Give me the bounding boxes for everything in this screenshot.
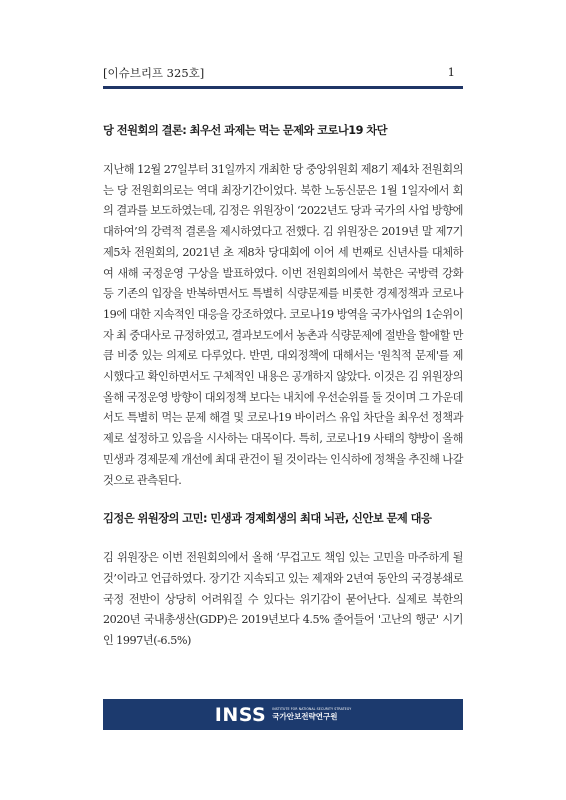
page-number: 1 bbox=[447, 65, 455, 79]
inss-logo bbox=[215, 704, 352, 726]
inss-logo-english: INSTITUTE FOR NATIONAL SECURITY STRATEGY bbox=[272, 707, 352, 712]
inss-logo-text: INSS bbox=[214, 703, 267, 726]
header-rule bbox=[103, 86, 463, 89]
section-body-2: 김 위원장은 이번 전원회의에서 올해 ‘무겁고도 책임 있는 고민을 마주하게 될 것’이라고 언급하였다. 장기간 지속되고 있는 제재와 2년여 동안의 국경봉쇄로 국정 전반이 상당히 어려워질 수 있다는 위기감이 묻어난다. 실제로 북한의 2020년 국내총생산(GDP)은 2019년보다 4.5% 줄어들어 '고난의 행군' 시기인 1997년(-6.5%) bbox=[103, 551, 463, 648]
section-title-1: 당 전원회의 결론: 최우선 과제는 먹는 문제와 코로나19 차단 bbox=[103, 124, 387, 137]
issue-brief-title: [이슈브리프 325호] bbox=[103, 66, 205, 80]
inss-logo-korean: 국가안보전략연구원 bbox=[272, 712, 338, 722]
footer-logo-bar bbox=[103, 699, 463, 730]
page-header bbox=[103, 62, 463, 84]
section-title-2: 김정은 위원장의 고민: 민생과 경제회생의 최대 뇌관, 신안보 문제 대응 bbox=[103, 512, 432, 526]
document-body bbox=[103, 122, 463, 652]
section-body-1: 지난해 12월 27일부터 31일까지 개최한 당 중앙위원회 제8기 제4차 전원회의는 당 전원회의로는 역대 최장기간이었다. 북한 노동신문은 1월 1일자에서 회의 결과를 보도하였는데, 김정은 위원장이 ‘2022년도 당과 국가의 사업 방향에 대하여’의 강력적 결론을 제시하였다고 전했다. 김 위원장은 2019년 말 제7기 제5차 전원회의, 2021년 초 제8차 당대회에 이어 세 번째로 신년사를 대체하여 새해 국정운영 구상을 발표하였다. 이번 전원회의에서 북한은 국방력 강화 등 기존의 입장을 반복하면서도 특별히 식량문제를 비롯한 경제정책과 코로나19에 대한 지속적인 대응을 강조하였다. 코로나19 방역을 국가사업의 1순위이자 최 중대사로 규정하였고, 결과보도에서 농촌과 식량문제에 절반을 할애할 만큼 비중 있는 의제로 다루었다. 반면, 대외정책에 대해서는 '원칙적 문제'를 제시했다고 확인하면서도 구체적인 내용은 공개하지 않았다. 이것은 김 위원장의 올해 국정운영 방향이 대외정책 보다는 내치에 우선순위를 둘 것이며 그 가운데서도 특별히 먹는 문제 해결 및 코로나19 바이러스 유입 차단을 최우선 정책과제로 설정하고 있음을 시사하는 대목이다. 특히, 코로나19 사태의 향방이 올해 민생과 경제문제 개선에 최대 관건이 될 것이라는 인식하에 정책을 추진해 나갈 것으로 관측된다. bbox=[103, 163, 463, 487]
inss-logo-sub bbox=[272, 708, 351, 721]
